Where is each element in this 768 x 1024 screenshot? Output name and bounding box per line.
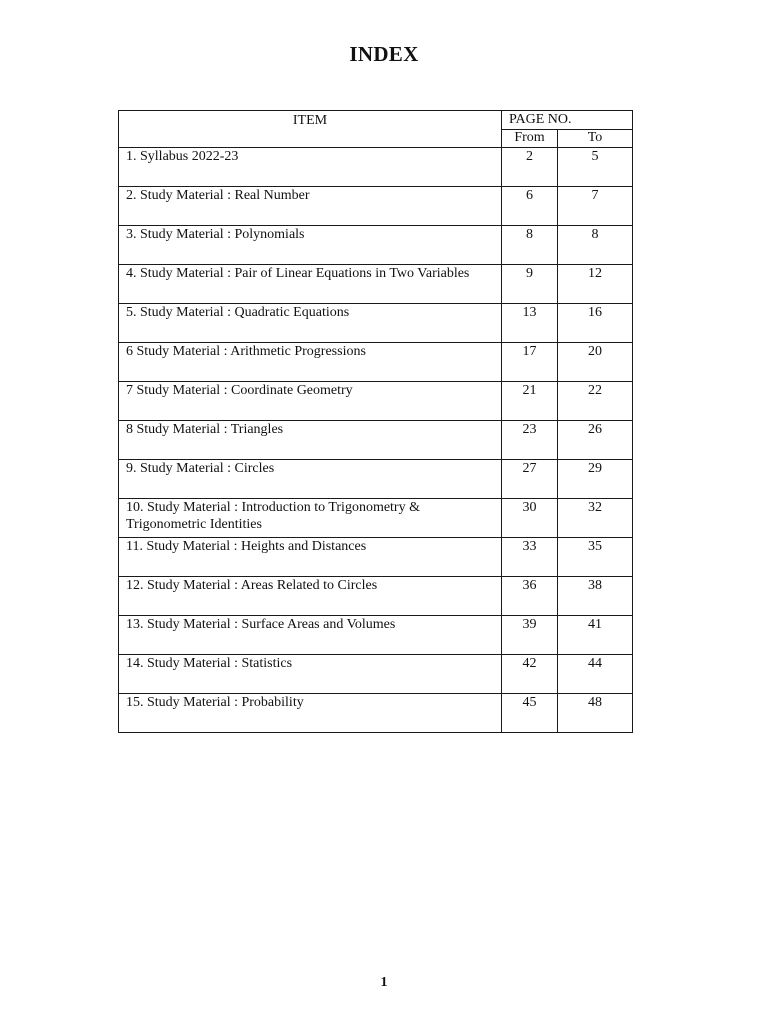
item-cell: 6 Study Material : Arithmetic Progressions — [119, 343, 502, 382]
table-row — [119, 304, 633, 343]
table-body — [119, 148, 633, 733]
table-row — [119, 343, 633, 382]
to-page-cell: 12 — [558, 265, 633, 304]
to-page-cell: 29 — [558, 460, 633, 499]
item-cell: 4. Study Material : Pair of Linear Equations in Two Variables — [119, 265, 502, 304]
from-page-cell: 30 — [502, 499, 558, 538]
to-page-cell: 44 — [558, 655, 633, 694]
table-row — [119, 382, 633, 421]
to-page-cell: 48 — [558, 694, 633, 733]
header-row — [119, 111, 633, 130]
table-row — [119, 265, 633, 304]
from-page-cell: 17 — [502, 343, 558, 382]
table-row — [119, 538, 633, 577]
from-page-cell: 9 — [502, 265, 558, 304]
page-no-column-header: PAGE NO. — [502, 111, 633, 130]
from-page-cell: 6 — [502, 187, 558, 226]
from-column-header: From — [502, 130, 558, 148]
to-page-cell: 7 — [558, 187, 633, 226]
from-page-cell: 45 — [502, 694, 558, 733]
item-cell: 10. Study Material : Introduction to Trigonometry & Trigonometric Identities — [119, 499, 502, 538]
item-cell: 14. Study Material : Statistics — [119, 655, 502, 694]
page-title: INDEX — [349, 42, 419, 66]
to-column-header: To — [558, 130, 633, 148]
table-row — [119, 616, 633, 655]
item-cell: 15. Study Material : Probability — [119, 694, 502, 733]
item-cell: 1. Syllabus 2022-23 — [119, 148, 502, 187]
from-page-cell: 42 — [502, 655, 558, 694]
item-cell: 8 Study Material : Triangles — [119, 421, 502, 460]
table-row — [119, 577, 633, 616]
item-cell: 5. Study Material : Quadratic Equations — [119, 304, 502, 343]
to-page-cell: 41 — [558, 616, 633, 655]
item-cell: 11. Study Material : Heights and Distances — [119, 538, 502, 577]
to-page-cell: 35 — [558, 538, 633, 577]
index-table — [118, 110, 633, 733]
item-cell: 9. Study Material : Circles — [119, 460, 502, 499]
from-page-cell: 23 — [502, 421, 558, 460]
to-page-cell: 26 — [558, 421, 633, 460]
to-page-cell: 5 — [558, 148, 633, 187]
from-page-cell: 2 — [502, 148, 558, 187]
from-page-cell: 27 — [502, 460, 558, 499]
item-cell: 3. Study Material : Polynomials — [119, 226, 502, 265]
item-column-header: ITEM — [119, 111, 502, 148]
table-row — [119, 694, 633, 733]
item-cell: 13. Study Material : Surface Areas and Volumes — [119, 616, 502, 655]
table-row — [119, 460, 633, 499]
to-page-cell: 8 — [558, 226, 633, 265]
from-page-cell: 39 — [502, 616, 558, 655]
from-page-cell: 36 — [502, 577, 558, 616]
page-number: 1 — [380, 975, 388, 990]
table-row — [119, 499, 633, 538]
table-row — [119, 187, 633, 226]
item-cell: 12. Study Material : Areas Related to Circles — [119, 577, 502, 616]
from-page-cell: 8 — [502, 226, 558, 265]
from-page-cell: 13 — [502, 304, 558, 343]
table-row — [119, 421, 633, 460]
from-page-cell: 21 — [502, 382, 558, 421]
to-page-cell: 22 — [558, 382, 633, 421]
table-row — [119, 148, 633, 187]
to-page-cell: 16 — [558, 304, 633, 343]
to-page-cell: 20 — [558, 343, 633, 382]
from-page-cell: 33 — [502, 538, 558, 577]
table-row — [119, 226, 633, 265]
item-cell: 7 Study Material : Coordinate Geometry — [119, 382, 502, 421]
item-cell: 2. Study Material : Real Number — [119, 187, 502, 226]
to-page-cell: 38 — [558, 577, 633, 616]
to-page-cell: 32 — [558, 499, 633, 538]
table-row — [119, 655, 633, 694]
table-header — [119, 111, 633, 148]
